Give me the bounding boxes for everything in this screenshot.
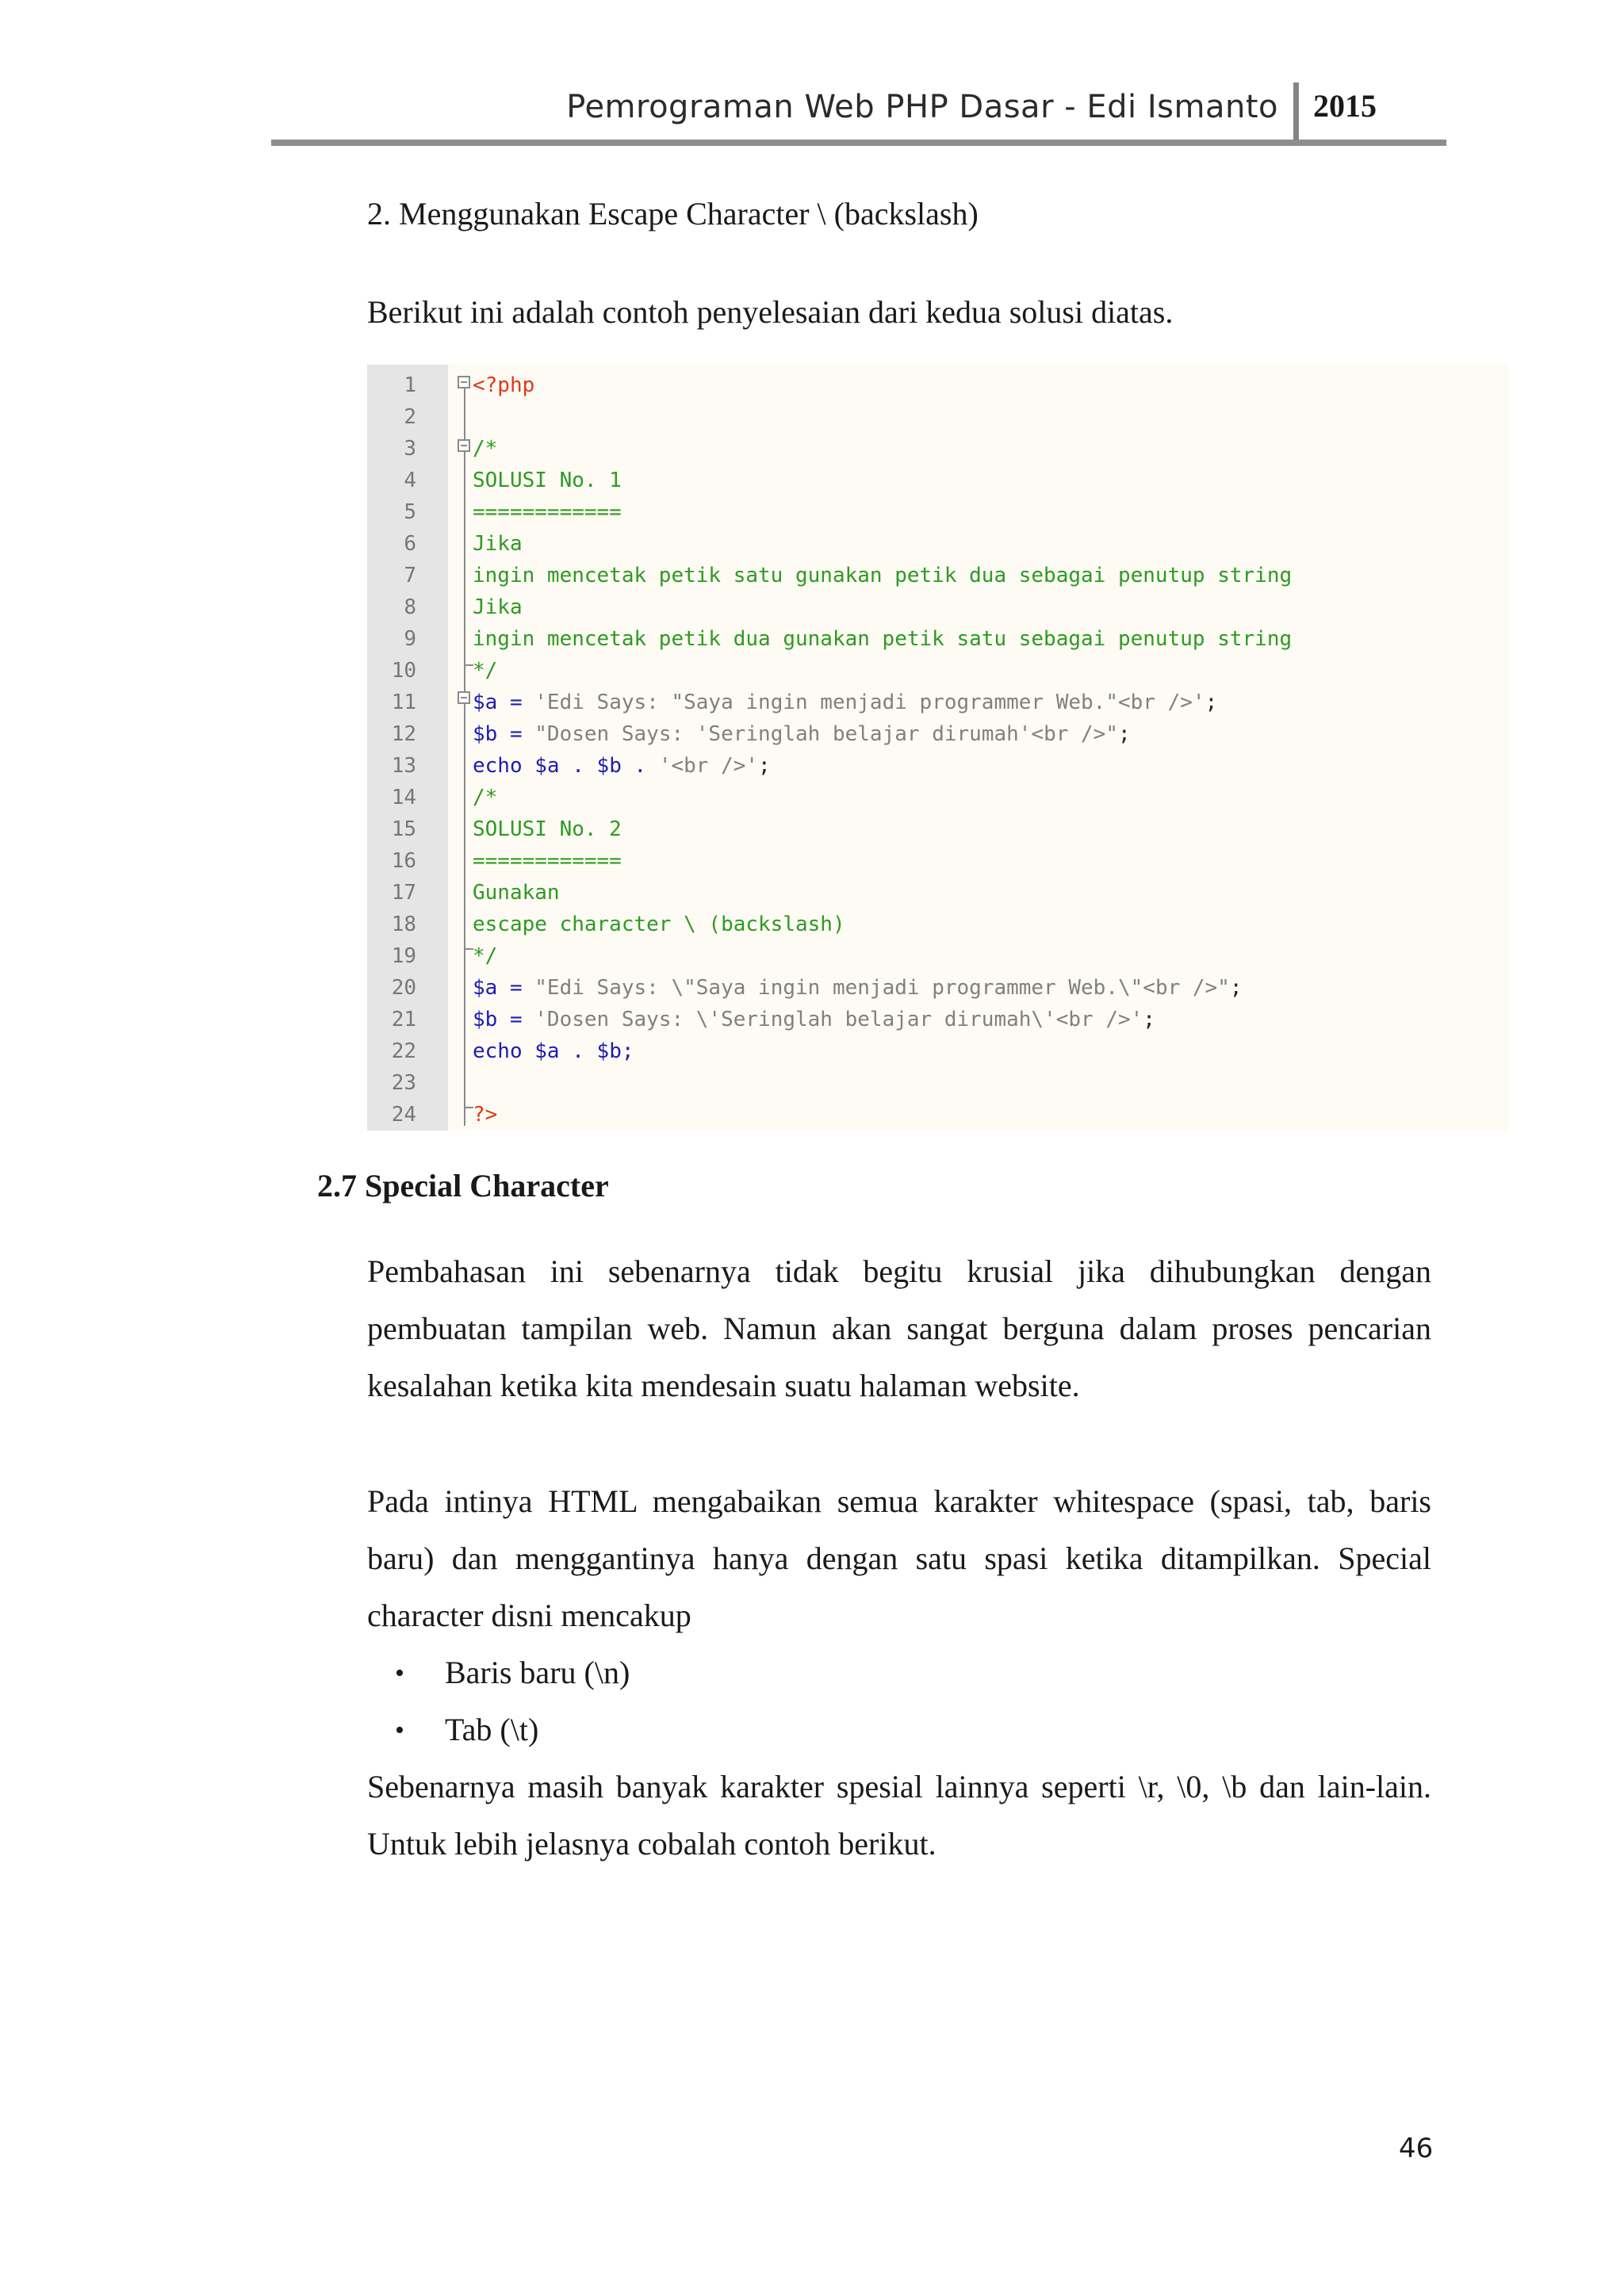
running-header-title: Pemrograman Web PHP Dasar - Edi Ismanto (566, 89, 1278, 125)
code-string: 'Dosen Says: \'Seringlah belajar dirumah\'<br />' (534, 1008, 1143, 1031)
paragraph-line: Pada intinya HTML mengabaikan semua karakter whitespace (spasi, tab, baris (367, 1483, 1431, 1519)
line-number: 22 (391, 1039, 416, 1063)
code-php-tag: <?php (473, 373, 535, 397)
code-comment: Jika (473, 532, 523, 556)
code-line (367, 623, 1509, 655)
code-line (367, 909, 1509, 940)
code-comment: /* (473, 786, 498, 809)
code-string: "Edi Says: \"Saya ingin menjadi programmer Web.\"<br />" (534, 976, 1230, 1000)
line-number: 12 (391, 722, 416, 746)
code-comment: SOLUSI No. 2 (473, 817, 622, 841)
code-comment: escape character \ (backslash) (473, 913, 845, 936)
code-line (367, 877, 1509, 909)
code-text (473, 433, 497, 465)
code-text (473, 813, 622, 845)
paragraph-line: Sebenarnya masih banyak karakter spesial lainnya seperti \r, \0, \b dan lain-lain. (367, 1769, 1431, 1804)
code-punct: ; (1143, 1008, 1155, 1031)
code-text (473, 496, 622, 528)
line-number: 5 (404, 500, 416, 524)
code-line (367, 369, 1509, 401)
code-line (367, 940, 1509, 972)
code-text (473, 591, 523, 623)
code-line (367, 528, 1509, 560)
header-divider (1293, 82, 1299, 144)
code-punct: ; (1118, 722, 1131, 746)
bullet-marker: • (395, 1716, 404, 1745)
code-text (473, 655, 497, 687)
code-comment: ============ (473, 500, 622, 524)
line-number: 16 (391, 849, 416, 873)
bullet-marker: • (395, 1659, 404, 1688)
line-number: 18 (391, 913, 416, 936)
code-line (367, 560, 1509, 591)
code-keyword: echo (473, 754, 523, 778)
code-string: 'Edi Says: "Saya ingin menjadi programmer Web."<br />' (534, 691, 1205, 714)
line-number: 19 (391, 944, 416, 968)
line-number: 1 (404, 373, 416, 397)
code-comment: ingin mencetak petik dua gunakan petik satu sebagai penutup string (473, 627, 1293, 651)
code-text (473, 1035, 634, 1067)
code-text (473, 1004, 1155, 1035)
code-line (367, 750, 1509, 782)
paragraph-line: Untuk lebih jelasnya cobalah contoh berikut. (367, 1826, 936, 1862)
code-comment: */ (473, 944, 498, 968)
line-number: 23 (391, 1071, 416, 1095)
code-comment: SOLUSI No. 1 (473, 469, 622, 492)
paragraph-line: pembuatan tampilan web. Namun akan sangat berguna dalam proses pencarian (367, 1311, 1431, 1346)
code-comment: /* (473, 437, 498, 461)
code-expression: $a . $b . (522, 754, 659, 778)
bullet-item-tab: Tab (\t) (445, 1712, 539, 1747)
code-php-tag: ?> (473, 1103, 498, 1127)
code-text (473, 972, 1243, 1004)
line-number: 24 (391, 1103, 416, 1127)
code-variable: $a = (473, 976, 535, 1000)
code-keyword: echo (473, 1039, 523, 1063)
line-number: 7 (404, 564, 416, 587)
code-line (367, 687, 1509, 718)
code-line (367, 718, 1509, 750)
code-text (473, 560, 1292, 591)
code-text (473, 909, 845, 940)
line-number: 4 (404, 469, 416, 492)
bullet-item-newline: Baris baru (\n) (445, 1655, 630, 1690)
code-text (473, 1099, 497, 1131)
page-number: 46 (1399, 2133, 1434, 2164)
code-comment: ============ (473, 849, 622, 873)
code-comment: Gunakan (473, 881, 560, 905)
code-comment: ingin mencetak petik satu gunakan petik dua sebagai penutup string (473, 564, 1293, 587)
code-screenshot (367, 365, 1509, 1131)
paragraph-line: baru) dan menggantinya hanya dengan satu spasi ketika ditampilkan. Special (367, 1540, 1431, 1576)
code-line (367, 496, 1509, 528)
line-number: 15 (391, 817, 416, 841)
code-comment: */ (473, 659, 498, 683)
line-number: 11 (391, 691, 416, 714)
code-line (367, 1035, 1509, 1067)
line-number: 3 (404, 437, 416, 461)
code-text (473, 528, 523, 560)
code-text (473, 940, 497, 972)
code-text (473, 687, 1217, 718)
code-line (367, 655, 1509, 687)
line-number: 20 (391, 976, 416, 1000)
line-number: 8 (404, 595, 416, 619)
code-punct: ; (1205, 691, 1218, 714)
paragraph-line: kesalahan ketika kita mendesain suatu halaman website. (367, 1368, 1080, 1403)
line-number: 10 (391, 659, 416, 683)
code-line (367, 1099, 1509, 1131)
code-line (367, 591, 1509, 623)
code-string: '<br />' (658, 754, 759, 778)
code-text (473, 877, 560, 909)
code-line (367, 813, 1509, 845)
code-line (367, 972, 1509, 1004)
code-punct: ; (758, 754, 771, 778)
code-line (367, 1004, 1509, 1035)
running-header-year: 2015 (1313, 88, 1377, 124)
code-text (473, 623, 1292, 655)
code-punct: ; (1229, 976, 1243, 1000)
code-text (473, 782, 497, 813)
line-number: 9 (404, 627, 416, 651)
line-number: 21 (391, 1008, 416, 1031)
code-text (473, 465, 622, 496)
code-line (367, 401, 1509, 433)
code-variable: $b = (473, 722, 535, 746)
section-heading: 2.7 Special Character (317, 1168, 609, 1203)
code-variable: $b = (473, 1008, 535, 1031)
list-item-escape-character: 2. Menggunakan Escape Character \ (backslash) (367, 196, 979, 232)
code-text (473, 369, 534, 401)
code-line (367, 845, 1509, 877)
line-number: 2 (404, 405, 416, 429)
line-number: 14 (391, 786, 416, 809)
code-example-lead: Berikut ini adalah contoh penyelesaian dari kedua solusi diatas. (367, 294, 1174, 330)
paragraph-line: character disni mencakup (367, 1598, 691, 1633)
code-text (473, 845, 622, 877)
code-text (473, 750, 771, 782)
header-rule (271, 140, 1446, 146)
code-expression: $a . $b; (522, 1039, 634, 1063)
code-line (367, 782, 1509, 813)
code-line (367, 433, 1509, 465)
code-string: "Dosen Says: 'Seringlah belajar dirumah'<br />" (534, 722, 1118, 746)
line-number: 13 (391, 754, 416, 778)
code-variable: $a = (473, 691, 535, 714)
line-number: 6 (404, 532, 416, 556)
code-line (367, 1067, 1509, 1099)
code-comment: Jika (473, 595, 523, 619)
paragraph-line: Pembahasan ini sebenarnya tidak begitu krusial jika dihubungkan dengan (367, 1253, 1431, 1289)
code-text (473, 718, 1131, 750)
line-number: 17 (391, 881, 416, 905)
code-line (367, 465, 1509, 496)
